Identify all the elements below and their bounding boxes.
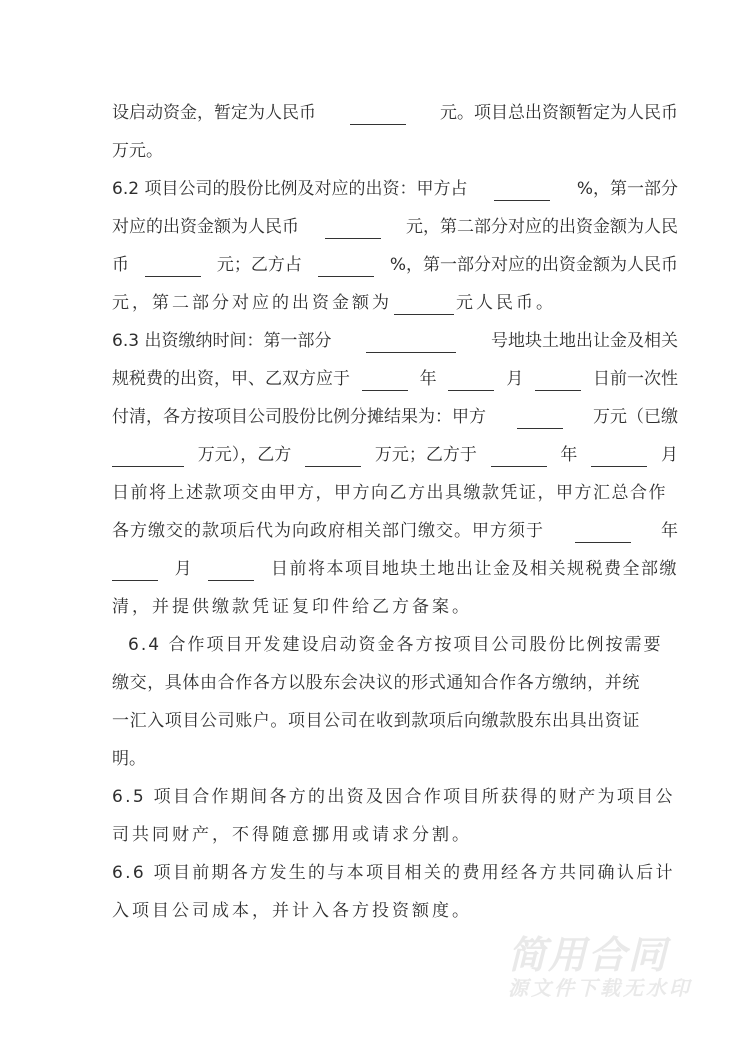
- text: 年: [419, 369, 437, 389]
- text: 付清，各方按项目公司股份比例分摊结果为：甲方: [112, 407, 486, 427]
- text: 入项目公司成本，并计入各方投资额度。: [112, 901, 472, 921]
- text-line: [112, 671, 660, 695]
- clause-6-5: [112, 785, 675, 809]
- text: 元。项目总出资额暂定为人民币: [440, 103, 678, 123]
- text: 元；乙方占: [216, 255, 302, 275]
- text-line: [112, 405, 678, 429]
- text: 万元），乙方: [197, 445, 292, 465]
- text: 年: [560, 445, 578, 465]
- text-line: [112, 291, 678, 315]
- text: 一汇入项目公司账户。项目公司在收到款项后向缴款股东出具出资证: [112, 711, 640, 731]
- text-line: [112, 595, 678, 619]
- blank-field: [535, 372, 581, 391]
- text: 6.4 合作项目开发建设启动资金各方按项目公司股份比例按需要: [128, 635, 663, 655]
- text: 对应的出资金额为人民币: [112, 217, 299, 237]
- blank-field: [448, 372, 494, 391]
- watermark-brand: 简用合同: [508, 933, 669, 977]
- text: 缴交，具体由合作各方以股东会决议的形式通知合作各方缴纳，并统: [112, 673, 640, 693]
- text: 号地块土地出让金及相关: [490, 331, 678, 351]
- blank-field: [350, 106, 406, 125]
- blank-field: [112, 448, 184, 467]
- blank-field: [112, 562, 158, 581]
- text: 各方缴交的款项后代为向政府相关部门缴交。甲方须于: [112, 521, 544, 541]
- clause-6-4: [128, 633, 663, 657]
- watermark-tagline: 源文件下载无水印: [508, 976, 692, 1000]
- text: 元人民币。: [456, 293, 556, 313]
- text: 万元；乙方于: [374, 445, 477, 465]
- text-line: [112, 367, 678, 391]
- text: 明。: [112, 749, 146, 769]
- text: 6.6 项目前期各方发生的与本项目相关的费用经各方共同确认后计: [112, 863, 675, 883]
- clause-6-3: [112, 329, 678, 353]
- text: 万元（已缴: [593, 407, 678, 427]
- text: %，第一部分对应的出资金额为人民币: [389, 255, 678, 275]
- text: 6.3 出资缴纳时间：第一部分: [112, 331, 332, 351]
- clause-6-2: [112, 177, 678, 201]
- text-line: [112, 101, 678, 125]
- text: 万元。: [112, 141, 163, 161]
- blank-field: [318, 258, 374, 277]
- text: %，第一部分: [576, 179, 678, 199]
- text-line: [112, 747, 678, 771]
- blank-field: [366, 334, 456, 353]
- text-line: [112, 823, 678, 847]
- text: 币: [112, 255, 129, 275]
- blank-field: [305, 448, 361, 467]
- text-line: [112, 519, 678, 543]
- blank-field: [325, 220, 381, 239]
- text-line: [112, 481, 678, 505]
- text: 设启动资金，暂定为人民币: [112, 103, 316, 123]
- text: 月: [174, 559, 192, 579]
- text-line: [112, 139, 678, 163]
- text-line: [112, 253, 678, 277]
- blank-field: [575, 524, 631, 543]
- text: 司共同财产，不得随意挪用或请求分割。: [112, 825, 472, 845]
- text: 元，第二部分对应的出资金额为: [112, 293, 392, 313]
- text-line: [112, 899, 678, 923]
- text: 月: [660, 445, 678, 465]
- blank-field: [362, 372, 408, 391]
- text: 年: [661, 521, 678, 541]
- blank-field: [208, 562, 254, 581]
- blank-field: [591, 448, 647, 467]
- blank-field: [394, 296, 454, 315]
- text: 6.5 项目合作期间各方的出资及因合作项目所获得的财产为项目公: [112, 787, 675, 807]
- blank-field: [145, 258, 201, 277]
- text: 月: [506, 369, 524, 389]
- text-line: [112, 557, 678, 581]
- text: 规税费的出资，甲、乙双方应于: [112, 369, 350, 389]
- text: 6.2 项目公司的股份比例及对应的出资：甲方占: [112, 179, 468, 199]
- text-line: [112, 709, 660, 733]
- text: 清，并提供缴款凭证复印件给乙方备案。: [112, 597, 472, 617]
- blank-field: [517, 410, 563, 429]
- text: 日前将上述款项交由甲方，甲方向乙方出具缴款凭证，甲方汇总合作: [112, 483, 667, 503]
- text-line: [112, 443, 678, 467]
- text-line: [112, 215, 678, 239]
- text: 日前一次性: [592, 369, 678, 389]
- text: 元，第二部分对应的出资金额为人民: [406, 217, 678, 237]
- blank-field: [494, 182, 550, 201]
- clause-6-6: [112, 861, 675, 885]
- blank-field: [491, 448, 547, 467]
- text: 日前将本项目地块土地出让金及相关规税费全部缴: [270, 559, 678, 579]
